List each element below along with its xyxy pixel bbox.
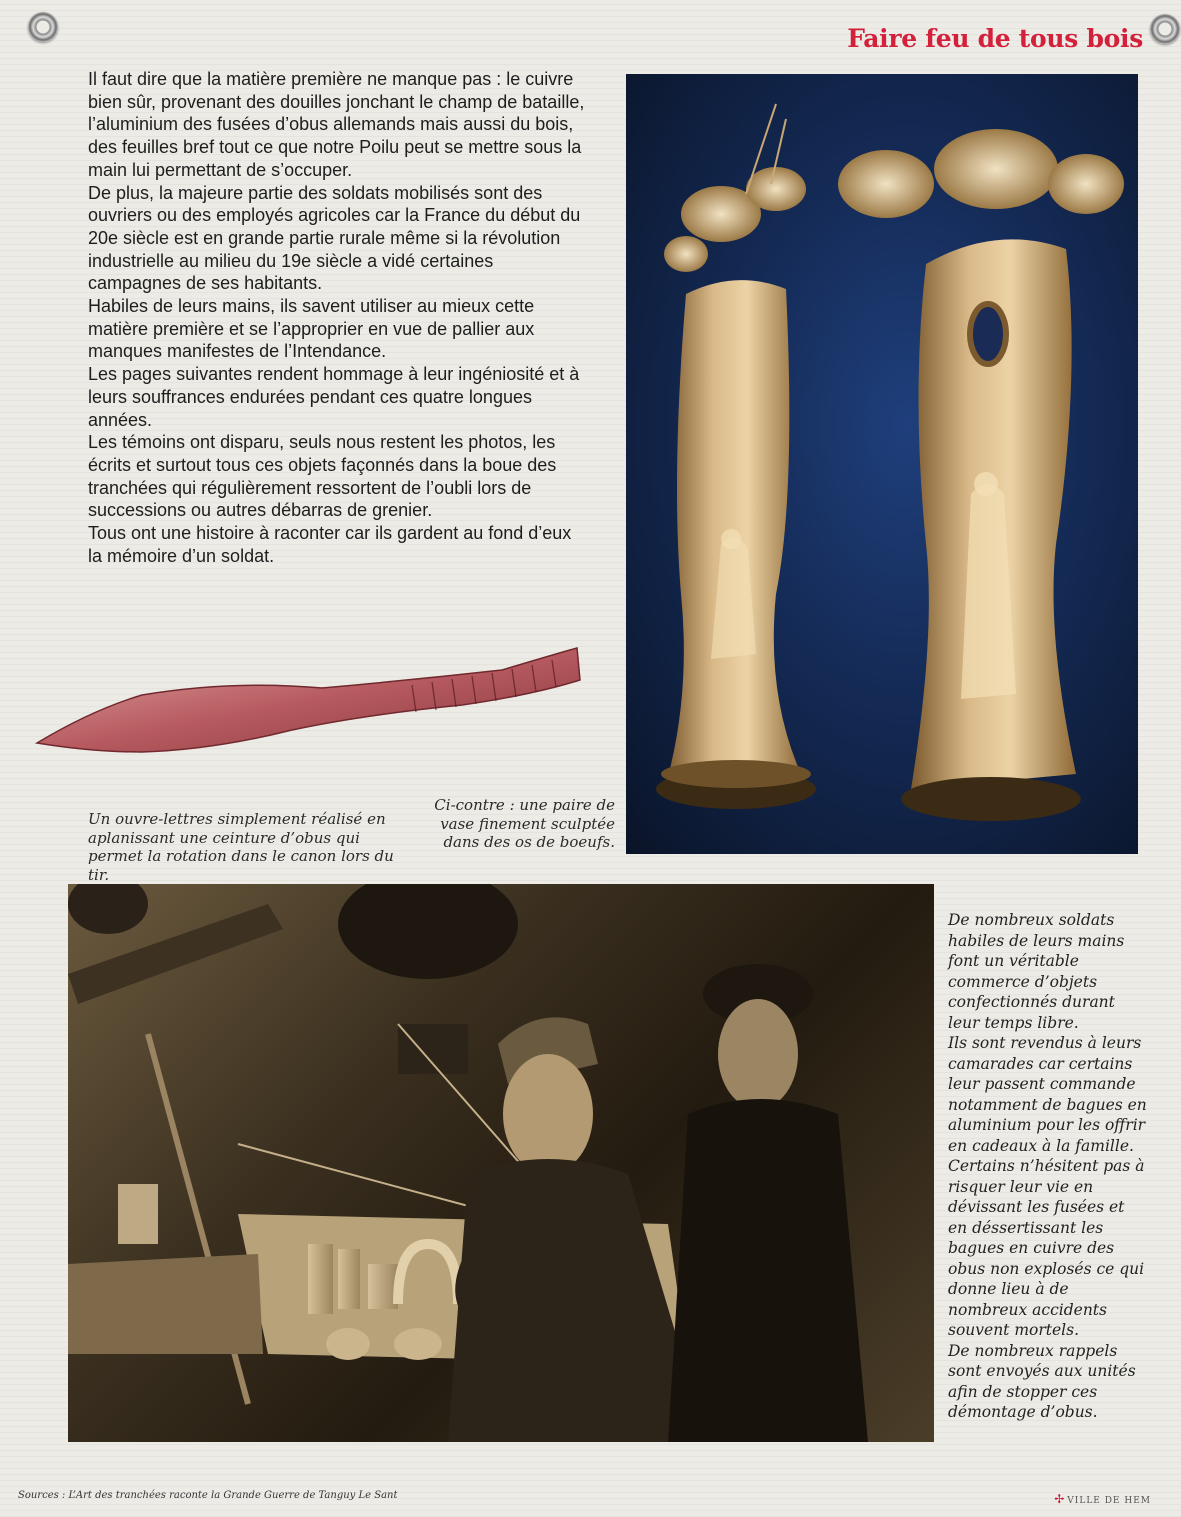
intro-paragraph: Les pages suivantes rendent hommage à leur ingéniosité et à leurs souffrances endurées pendant ces quatre longues années.: [88, 364, 580, 430]
grommet-top-left: [28, 12, 58, 42]
intro-text: [88, 68, 588, 567]
caption-vases: Ci-contre : une paire de vase finement sculptée dans des os de boeufs.: [434, 796, 615, 851]
logo-text: VILLE DE HEM: [1067, 1496, 1151, 1506]
logo-mark-icon: ✢: [1054, 1492, 1066, 1506]
side-paragraph: Ils sont revendus à leurs camarades car certains leur passent commande notamment de bagues en aluminium pour les offrir en cadeaux à la famille.: [948, 1034, 1147, 1155]
grommet-top-right: [1150, 14, 1180, 44]
intro-paragraph: Habiles de leurs mains, ils savent utiliser au mieux cette matière première et se l’approprier en vue de pallier aux manques manifestes de l’Intendance.: [88, 296, 535, 362]
side-paragraph: De nombreux rappels sont envoyés aux unités afin de stopper ces démontage d’obus.: [948, 1341, 1136, 1421]
intro-paragraph: De plus, la majeure partie des soldats mobilisés sont des ouvriers ou des employés agricoles car la France du début du 20e siècle est en grande partie rurale même si la révolution industrielle au milieu du 19e siècle a vidé certaines campagnes de ses habitants.: [88, 182, 581, 294]
workshop-photo: [68, 884, 934, 1442]
intro-paragraph: Les témoins ont disparu, seuls nous restent les photos, les écrits et surtout tous ces objets façonnés dans la boue des tranchées qui régulièrement ressortent de l’oubli lors de successions ou autres débarras de grenier.: [88, 432, 557, 521]
letter-opener-image: [32, 640, 592, 760]
sources-credit: Sources : L’Art des tranchées raconte la Grande Guerre de Tanguy Le Sant: [18, 1490, 398, 1501]
caption-letter-opener: Un ouvre-lettres simplement réalisé en aplanissant une ceinture d’obus qui permet la rotation dans le canon lors du tir.: [88, 810, 394, 884]
page-title: Faire feu de tous bois: [847, 24, 1143, 53]
side-paragraph: Certains n’hésitent pas à risquer leur vie en dévissant les fusées et en déssertissant les bagues en cuivre des obus non explosés ce qui donne lieu à de nombreux accidents souvent mortels.: [948, 1157, 1145, 1339]
side-paragraph: De nombreux soldats habiles de leurs mains font un véritable commerce d’objets confectionnés durant leur temps libre.: [948, 911, 1125, 1032]
city-logo: [1054, 1492, 1151, 1506]
side-text: [948, 910, 1148, 1423]
intro-paragraph: Tous ont une histoire à raconter car ils gardent au fond d’eux la mémoire d’un soldat.: [88, 523, 572, 566]
intro-paragraph: Il faut dire que la matière première ne manque pas : le cuivre bien sûr, provenant des douilles jonchant le champ de bataille, l’aluminium des fusées d’obus allemands mais aussi du bois, des feuilles bref tout ce que notre Poilu peut se mettre sous la main lui permettant de s’occuper.: [88, 69, 585, 180]
vase-photo: [626, 74, 1138, 854]
